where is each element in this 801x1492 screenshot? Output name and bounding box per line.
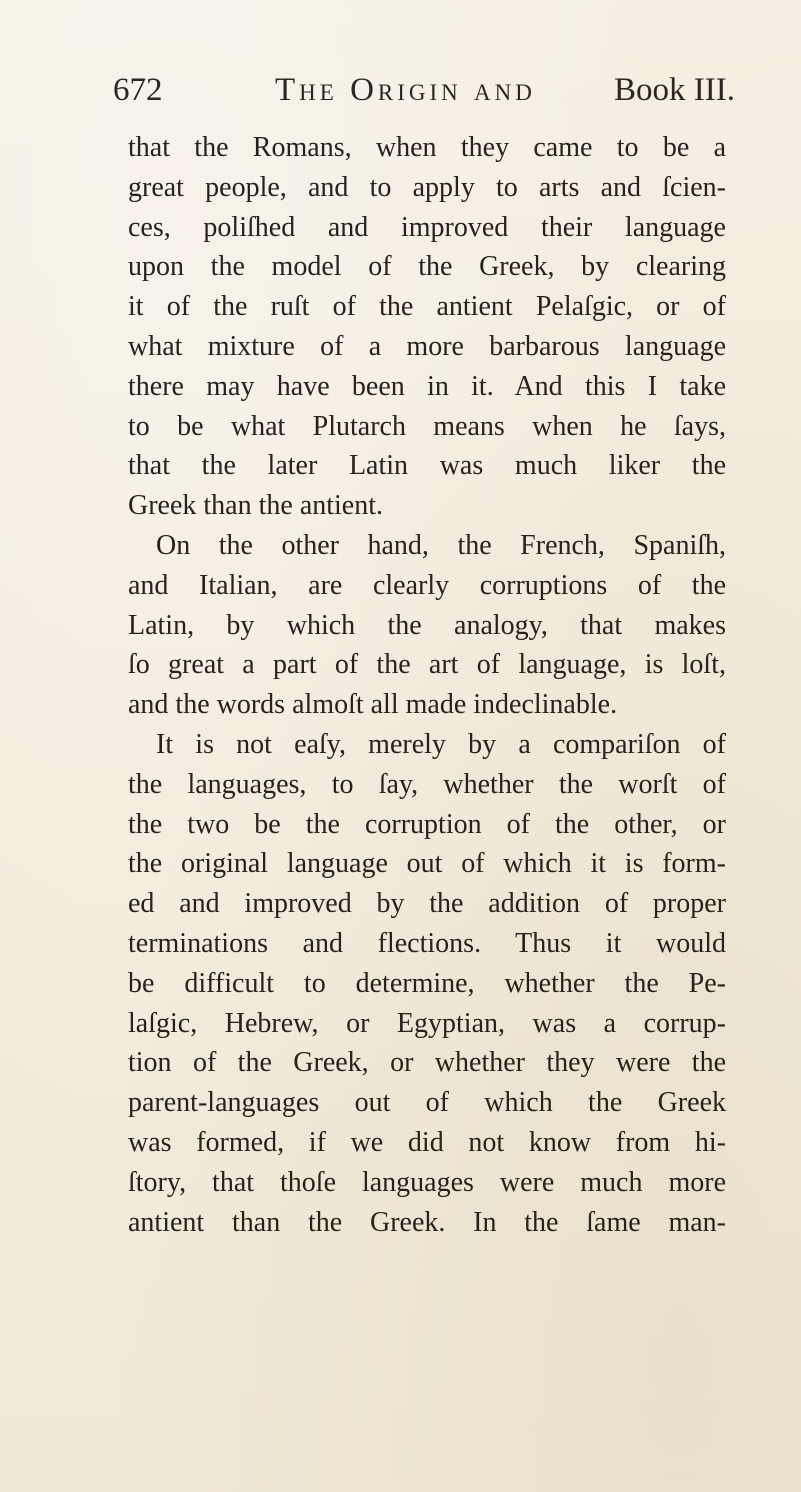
text-line: be difficult to determine, whether the Pe- [128,967,726,999]
text-line: laſgic, Hebrew, or Egyptian, was a corrup- [128,1007,726,1039]
running-title: The Origin and [275,72,536,108]
text-line: the two be the corruption of the other, or [128,808,726,840]
text-line: it of the ruſt of the antient Pelaſgic, or of [128,291,726,323]
text-line: to be what Plutarch means when he ſays, [128,410,726,442]
text-line: ſtory, that thoſe languages were much more [128,1166,726,1198]
text-line: great people, and to apply to arts and ſcien- [128,171,726,203]
text-line: what mixture of a more barbarous language [128,330,726,362]
text-line: antient than the Greek. In the ſame man- [128,1206,726,1238]
text-line: and the words almoſt all made indeclinable. [128,689,618,721]
text-line: Latin, by which the analogy, that makes [128,609,726,641]
paragraph-start-line: On the other hand, the French, Spaniſh, [156,529,726,561]
page-number: 672 [113,72,163,108]
paragraph-start-line: It is not eaſy, merely by a compariſon of [156,728,726,760]
text-line: terminations and flections. Thus it would [128,927,726,959]
text-line: upon the model of the Greek, by clearing [128,251,726,283]
text-line: parent-languages out of which the Greek [128,1087,726,1119]
text-line: ces, poliſhed and improved their language [128,211,726,243]
text-line: that the later Latin was much liker the [128,450,726,482]
text-line: there may have been in it. And this I take [128,370,726,402]
text-line: tion of the Greek, or whether they were the [128,1047,726,1079]
text-line: Greek than the antient. [128,490,384,522]
text-line: that the Romans, when they came to be a [128,132,726,163]
book-reference: Book III. [614,72,735,108]
running-header [113,72,735,116]
text-line: was formed, if we did not know from hi- [128,1126,726,1158]
text-line: the languages, to ſay, whether the worſt of [128,768,726,800]
text-line: ſo great a part of the art of language, is loſt, [128,649,726,681]
text-line: and Italian, are clearly corruptions of the [128,569,726,601]
text-line: the original language out of which it is form- [128,848,726,880]
text-line: ed and improved by the addition of proper [128,888,726,920]
body-text [128,128,726,1242]
